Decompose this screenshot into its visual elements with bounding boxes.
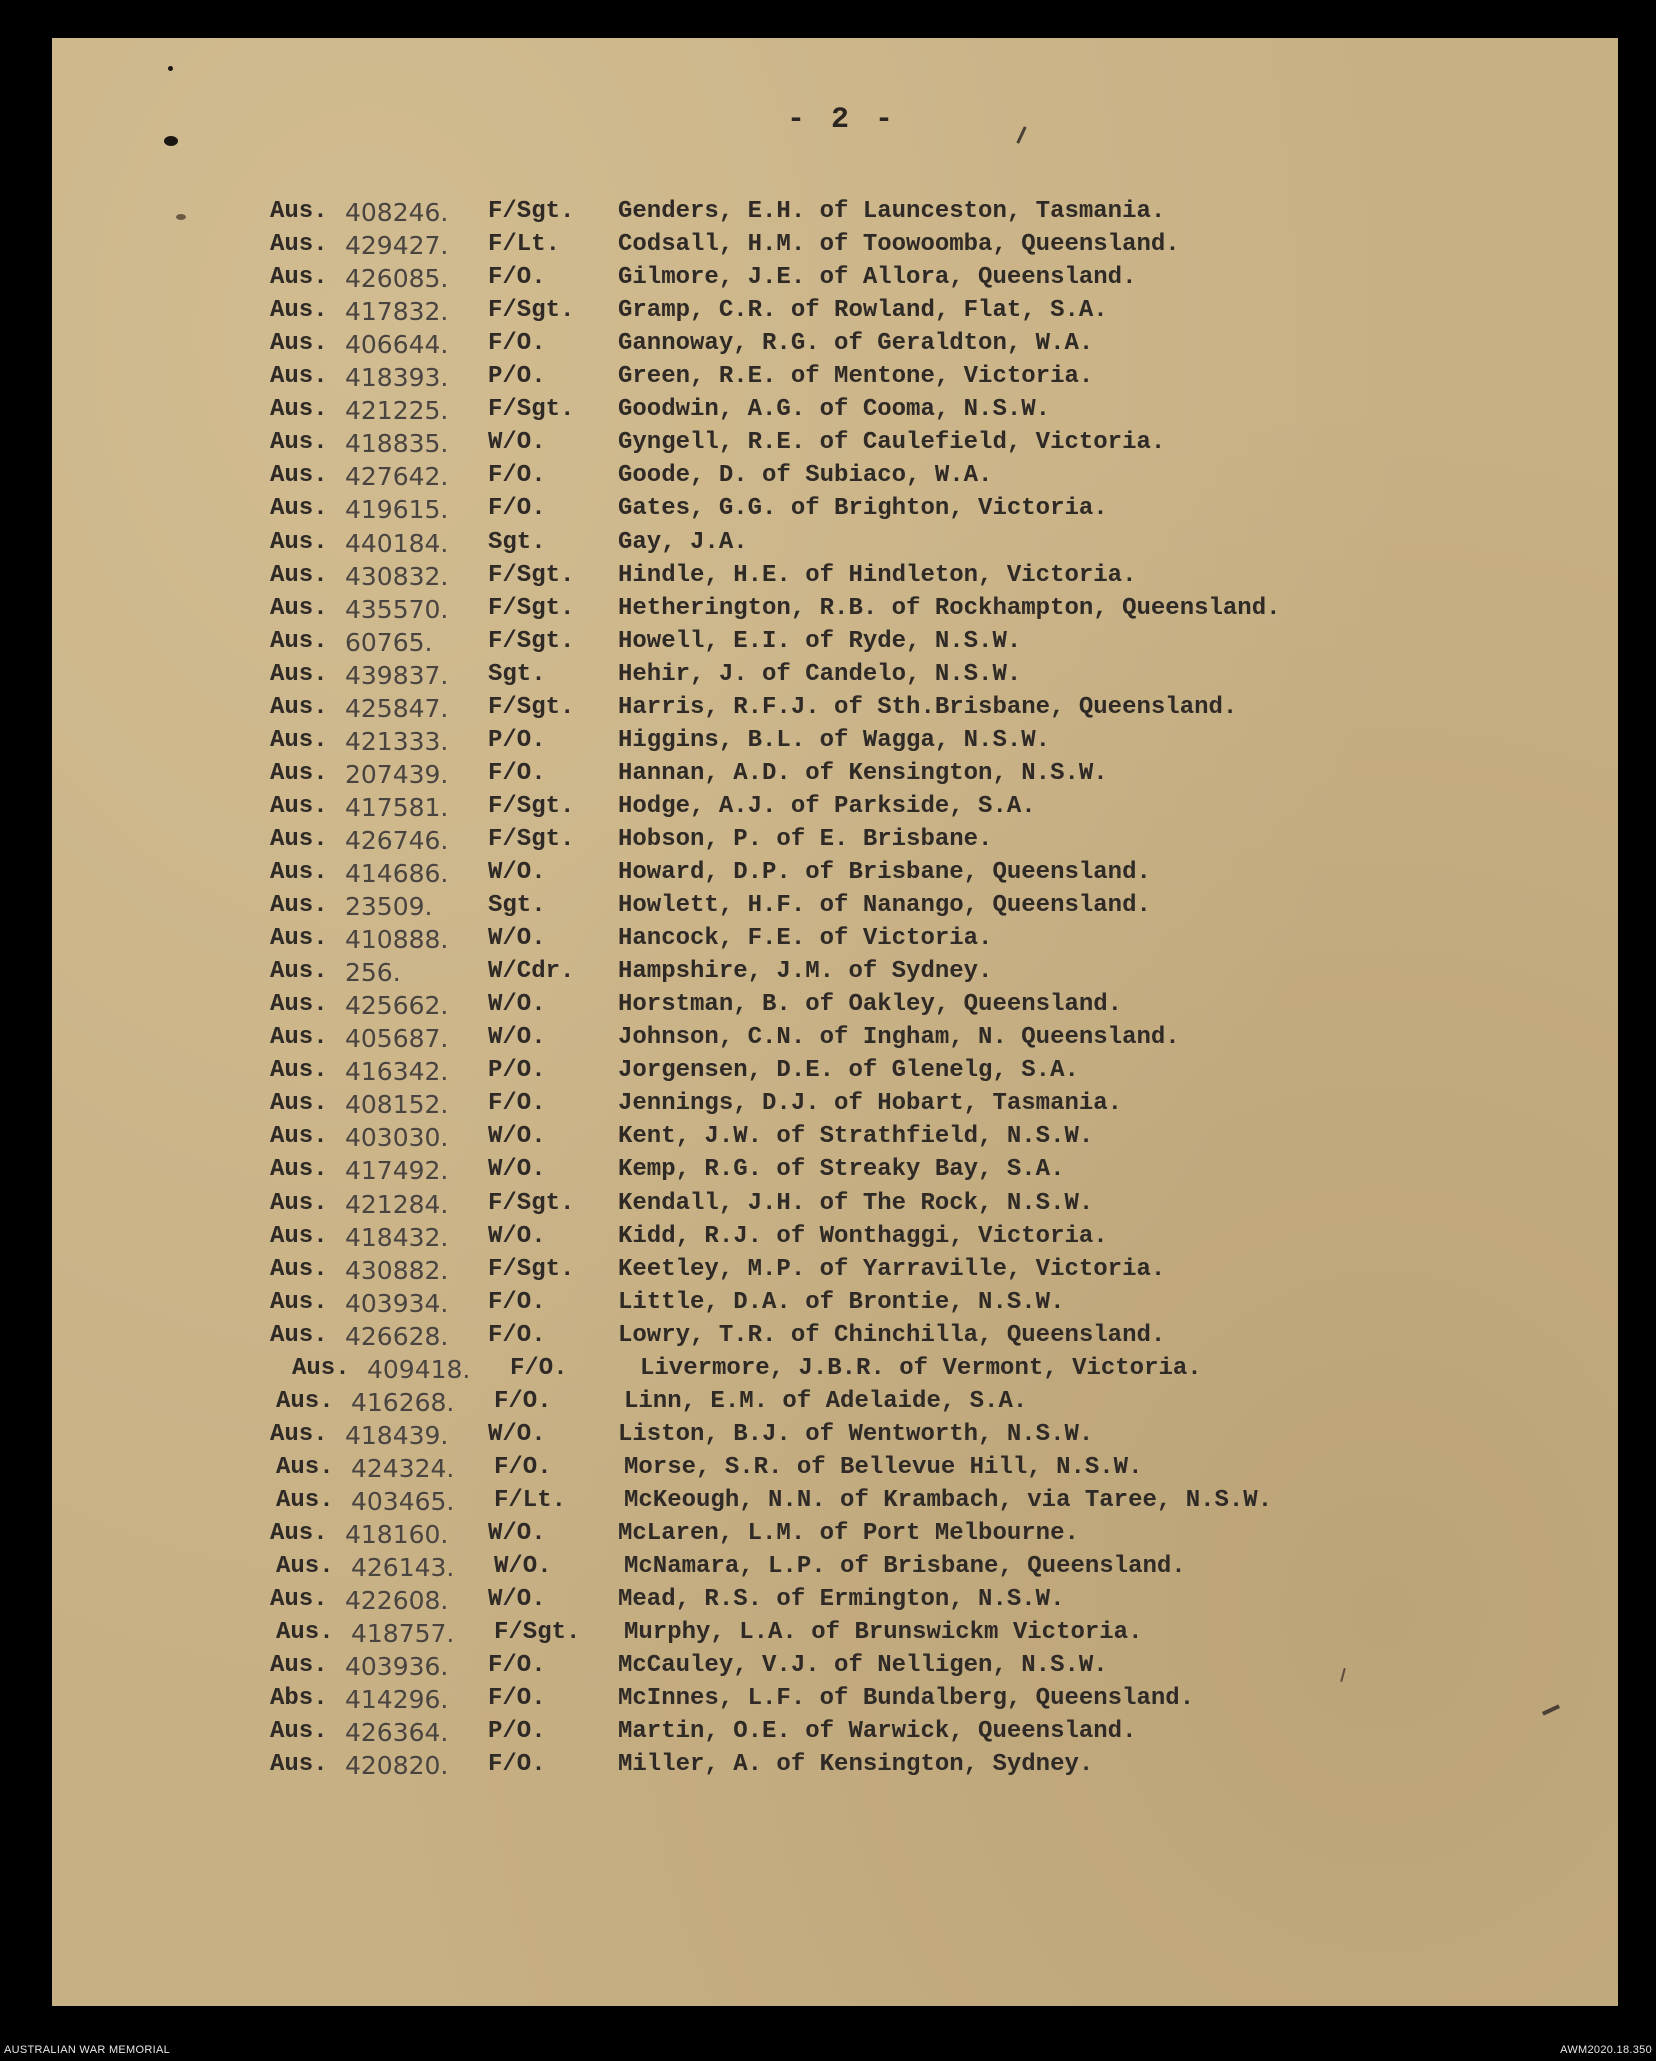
service-number: 403934. — [345, 1288, 449, 1318]
service-number: 418393. — [345, 363, 449, 393]
rank: F/Sgt. — [494, 1619, 581, 1647]
name-and-location: Hodge, A.J. of Parkside, S.A. — [618, 792, 1036, 820]
service-number: 408152. — [345, 1090, 449, 1120]
service-prefix: Aus. — [270, 726, 328, 754]
service-prefix: Aus. — [270, 792, 328, 820]
service-prefix: Aus. — [270, 1222, 328, 1250]
service-prefix: Aus. — [276, 1553, 334, 1581]
rank: F/Sgt. — [488, 792, 575, 820]
rank: F/O. — [488, 759, 546, 787]
rank: W/Cdr. — [488, 958, 575, 986]
service-prefix: Aus. — [270, 627, 328, 655]
rank: F/Lt. — [494, 1486, 567, 1514]
rank: W/O. — [488, 1222, 546, 1250]
service-prefix: Aus. — [270, 396, 328, 424]
service-number: 418160. — [345, 1520, 449, 1549]
service-number: 425662. — [345, 991, 449, 1021]
service-number: 417492. — [345, 1156, 449, 1186]
service-prefix: Aus. — [270, 330, 328, 358]
name-and-location: Gannoway, R.G. of Geraldton, W.A. — [618, 330, 1094, 358]
rank: F/O. — [510, 1354, 568, 1382]
service-prefix: Aus. — [270, 1057, 328, 1085]
rank: F/Sgt. — [488, 693, 575, 721]
service-number: 408246. — [345, 198, 449, 227]
service-prefix: Aus. — [270, 1751, 328, 1779]
service-prefix: Aus. — [270, 1586, 328, 1614]
service-number: 429427. — [345, 231, 449, 261]
name-and-location: Hancock, F.E. of Victoria. — [618, 925, 993, 953]
service-number: 417581. — [345, 792, 449, 822]
service-number: 424324. — [351, 1453, 455, 1483]
name-and-location: Kendall, J.H. of The Rock, N.S.W. — [618, 1189, 1094, 1217]
rank: W/O. — [488, 1520, 546, 1547]
service-prefix: Aus. — [276, 1453, 334, 1481]
service-number: 421333. — [345, 726, 449, 756]
name-and-location: Kidd, R.J. of Wonthaggi, Victoria. — [618, 1222, 1108, 1250]
service-number: 430882. — [345, 1255, 449, 1285]
service-prefix: Aus. — [270, 1652, 328, 1680]
service-prefix: Aus. — [270, 1420, 328, 1448]
service-prefix: Aus. — [270, 363, 328, 391]
service-prefix: Aus. — [270, 892, 328, 920]
service-number: 403936. — [345, 1652, 449, 1682]
rank: P/O. — [488, 1057, 546, 1085]
name-and-location: Goode, D. of Subiaco, W.A. — [618, 462, 993, 490]
service-prefix: Aus. — [270, 1123, 328, 1151]
rank: W/O. — [488, 991, 546, 1019]
name-and-location: Hehir, J. of Candelo, N.S.W. — [618, 660, 1022, 688]
service-number: 418835. — [345, 429, 449, 459]
service-prefix: Aus. — [270, 528, 328, 556]
service-number: 426085. — [345, 264, 449, 294]
service-number: 417832. — [345, 297, 449, 327]
service-prefix: Aus. — [270, 1189, 328, 1217]
service-prefix: Aus. — [276, 1387, 334, 1415]
service-prefix: Aus. — [270, 1718, 328, 1746]
service-number: 416342. — [345, 1057, 449, 1087]
service-prefix: Aus. — [270, 561, 328, 589]
service-number: 23509. — [345, 892, 433, 922]
name-and-location: Genders, E.H. of Launceston, Tasmania. — [618, 198, 1166, 225]
name-and-location: McKeough, N.N. of Krambach, via Taree, N.S.W. — [624, 1486, 1273, 1514]
service-number: 426628. — [345, 1321, 449, 1351]
service-prefix: Aus. — [270, 759, 328, 787]
name-and-location: Hetherington, R.B. of Rockhampton, Queensland. — [618, 594, 1281, 622]
name-and-location: Howell, E.I. of Ryde, N.S.W. — [618, 627, 1022, 655]
rank: W/O. — [488, 1024, 546, 1052]
service-number: 207439. — [345, 759, 449, 789]
name-and-location: Morse, S.R. of Bellevue Hill, N.S.W. — [624, 1453, 1143, 1481]
rank: W/O. — [488, 429, 546, 457]
name-and-location: Hampshire, J.M. of Sydney. — [618, 958, 993, 986]
name-and-location: Mead, R.S. of Ermington, N.S.W. — [618, 1586, 1065, 1614]
service-number: 418432. — [345, 1222, 449, 1252]
rank: F/O. — [488, 264, 546, 292]
service-number: 403465. — [351, 1486, 455, 1516]
service-prefix: Aus. — [292, 1354, 350, 1382]
service-number: 418439. — [345, 1420, 449, 1450]
rank: F/O. — [494, 1387, 552, 1415]
service-number: 60765. — [345, 627, 433, 657]
service-number: 426143. — [351, 1553, 455, 1583]
service-number: 421284. — [345, 1189, 449, 1219]
rank: F/O. — [488, 1321, 546, 1349]
footer-credit: AUSTRALIAN WAR MEMORIAL — [4, 2044, 171, 2056]
name-and-location: Hannan, A.D. of Kensington, N.S.W. — [618, 759, 1108, 787]
service-prefix: Aus. — [270, 1255, 328, 1283]
service-number: 419615. — [345, 495, 449, 525]
service-number: 427642. — [345, 462, 449, 492]
service-prefix: Aus. — [270, 198, 328, 225]
service-number: 405687. — [345, 1024, 449, 1054]
rank: F/Sgt. — [488, 1255, 575, 1283]
service-number: 435570. — [345, 594, 449, 624]
name-and-location: Howlett, H.F. of Nanango, Queensland. — [618, 892, 1151, 920]
service-prefix: Aus. — [270, 1024, 328, 1052]
service-prefix: Abs. — [270, 1685, 328, 1713]
rank: W/O. — [488, 1420, 546, 1448]
name-and-location: Gilmore, J.E. of Allora, Queensland. — [618, 264, 1137, 292]
service-prefix: Aus. — [270, 1156, 328, 1184]
service-number: 409418. — [367, 1354, 471, 1384]
service-prefix: Aus. — [270, 297, 328, 325]
name-and-location: McCauley, V.J. of Nelligen, N.S.W. — [618, 1652, 1108, 1680]
name-and-location: Gyngell, R.E. of Caulefield, Victoria. — [618, 429, 1166, 457]
service-prefix: Aus. — [270, 1090, 328, 1118]
name-and-location: Gates, G.G. of Brighton, Victoria. — [618, 495, 1108, 523]
rank: F/Sgt. — [488, 198, 575, 225]
name-and-location: Lowry, T.R. of Chinchilla, Queensland. — [618, 1321, 1166, 1349]
name-and-location: McNamara, L.P. of Brisbane, Queensland. — [624, 1553, 1186, 1581]
service-number: 414686. — [345, 859, 449, 888]
service-number: 418757. — [351, 1619, 455, 1649]
name-and-location: Higgins, B.L. of Wagga, N.S.W. — [618, 726, 1051, 754]
rank: W/O. — [488, 925, 546, 953]
rank: F/Sgt. — [488, 297, 575, 325]
name-and-location: Johnson, C.N. of Ingham, N. Queensland. — [618, 1024, 1180, 1052]
rank: F/Sgt. — [488, 627, 575, 655]
service-number: 422608. — [345, 1586, 449, 1616]
rank: F/O. — [488, 1288, 546, 1316]
rank: F/O. — [488, 495, 546, 523]
service-number: 430832. — [345, 561, 449, 591]
rank: F/O. — [494, 1453, 552, 1481]
rank: P/O. — [488, 726, 546, 754]
name-and-location: Gramp, C.R. of Rowland, Flat, S.A. — [618, 297, 1108, 325]
rank: P/O. — [488, 363, 546, 391]
name-and-location: Hindle, H.E. of Hindleton, Victoria. — [618, 561, 1137, 589]
rank: F/Lt. — [488, 231, 561, 259]
rank: P/O. — [488, 1718, 546, 1746]
name-and-location: Martin, O.E. of Warwick, Queensland. — [618, 1718, 1137, 1746]
service-prefix: Aus. — [270, 660, 328, 688]
name-and-location: Green, R.E. of Mentone, Victoria. — [618, 363, 1094, 391]
footer-accession-number: AWM2020.18.350 — [1560, 2044, 1652, 2056]
name-and-location: McLaren, L.M. of Port Melbourne. — [618, 1520, 1079, 1547]
service-number: 426746. — [345, 825, 449, 855]
personnel-list — [52, 38, 1618, 2006]
rank: F/Sgt. — [488, 825, 575, 853]
rank: Sgt. — [488, 892, 546, 920]
rank: W/O. — [488, 1156, 546, 1184]
name-and-location: Jennings, D.J. of Hobart, Tasmania. — [618, 1090, 1123, 1118]
service-number: 256. — [345, 958, 401, 988]
name-and-location: Kemp, R.G. of Streaky Bay, S.A. — [618, 1156, 1065, 1184]
rank: F/Sgt. — [488, 1189, 575, 1217]
service-number: 416268. — [351, 1387, 455, 1417]
name-and-location: Harris, R.F.J. of Sth.Brisbane, Queensland. — [618, 693, 1238, 721]
name-and-location: McInnes, L.F. of Bundalberg, Queensland. — [618, 1685, 1195, 1713]
service-prefix: Aus. — [270, 925, 328, 953]
rank: F/O. — [488, 462, 546, 490]
name-and-location: Howard, D.P. of Brisbane, Queensland. — [618, 859, 1151, 886]
service-number: 425847. — [345, 693, 449, 723]
name-and-location: Little, D.A. of Brontie, N.S.W. — [618, 1288, 1065, 1316]
rank: W/O. — [488, 859, 546, 886]
service-prefix: Aus. — [276, 1486, 334, 1514]
name-and-location: Goodwin, A.G. of Cooma, N.S.W. — [618, 396, 1051, 424]
name-and-location: Kent, J.W. of Strathfield, N.S.W. — [618, 1123, 1094, 1151]
rank: Sgt. — [488, 528, 546, 556]
service-number: 439837. — [345, 660, 449, 690]
name-and-location: Codsall, H.M. of Toowoomba, Queensland. — [618, 231, 1180, 259]
service-number: 410888. — [345, 925, 449, 955]
name-and-location: Gay, J.A. — [618, 528, 748, 556]
name-and-location: Miller, A. of Kensington, Sydney. — [618, 1751, 1094, 1779]
name-and-location: Jorgensen, D.E. of Glenelg, S.A. — [618, 1057, 1079, 1085]
name-and-location: Keetley, M.P. of Yarraville, Victoria. — [618, 1255, 1166, 1283]
service-prefix: Aus. — [270, 1321, 328, 1349]
service-prefix: Aus. — [270, 264, 328, 292]
name-and-location: Liston, B.J. of Wentworth, N.S.W. — [618, 1420, 1094, 1448]
rank: F/Sgt. — [488, 396, 575, 424]
rank: W/O. — [494, 1553, 552, 1581]
service-number: 403030. — [345, 1123, 449, 1153]
service-prefix: Aus. — [270, 1288, 328, 1316]
service-prefix: Aus. — [270, 859, 328, 886]
name-and-location: Horstman, B. of Oakley, Queensland. — [618, 991, 1123, 1019]
rank: F/O. — [488, 1751, 546, 1779]
rank: F/O. — [488, 1090, 546, 1118]
rank: F/O. — [488, 330, 546, 358]
service-prefix: Aus. — [270, 1520, 328, 1547]
rank: F/Sgt. — [488, 594, 575, 622]
rank: F/Sgt. — [488, 561, 575, 589]
page-number: - 2 - — [787, 103, 898, 137]
service-prefix: Aus. — [270, 991, 328, 1019]
rank: W/O. — [488, 1586, 546, 1614]
name-and-location: Murphy, L.A. of Brunswickm Victoria. — [624, 1619, 1143, 1647]
service-number: 426364. — [345, 1718, 449, 1748]
document-page — [52, 38, 1618, 2006]
service-prefix: Aus. — [270, 462, 328, 490]
service-prefix: Aus. — [270, 825, 328, 853]
name-and-location: Livermore, J.B.R. of Vermont, Victoria. — [640, 1354, 1202, 1382]
rank: F/O. — [488, 1685, 546, 1713]
service-prefix: Aus. — [270, 495, 328, 523]
service-prefix: Aus. — [270, 231, 328, 259]
service-number: 421225. — [345, 396, 449, 426]
service-prefix: Aus. — [276, 1619, 334, 1647]
service-prefix: Aus. — [270, 693, 328, 721]
service-number: 420820. — [345, 1751, 449, 1781]
name-and-location: Linn, E.M. of Adelaide, S.A. — [624, 1387, 1028, 1415]
service-number: 406644. — [345, 330, 449, 360]
service-number: 414296. — [345, 1685, 449, 1715]
rank: W/O. — [488, 1123, 546, 1151]
rank: Sgt. — [488, 660, 546, 688]
name-and-location: Hobson, P. of E. Brisbane. — [618, 825, 993, 853]
service-number: 440184. — [345, 528, 449, 558]
service-prefix: Aus. — [270, 958, 328, 986]
service-prefix: Aus. — [270, 429, 328, 457]
service-prefix: Aus. — [270, 594, 328, 622]
rank: F/O. — [488, 1652, 546, 1680]
